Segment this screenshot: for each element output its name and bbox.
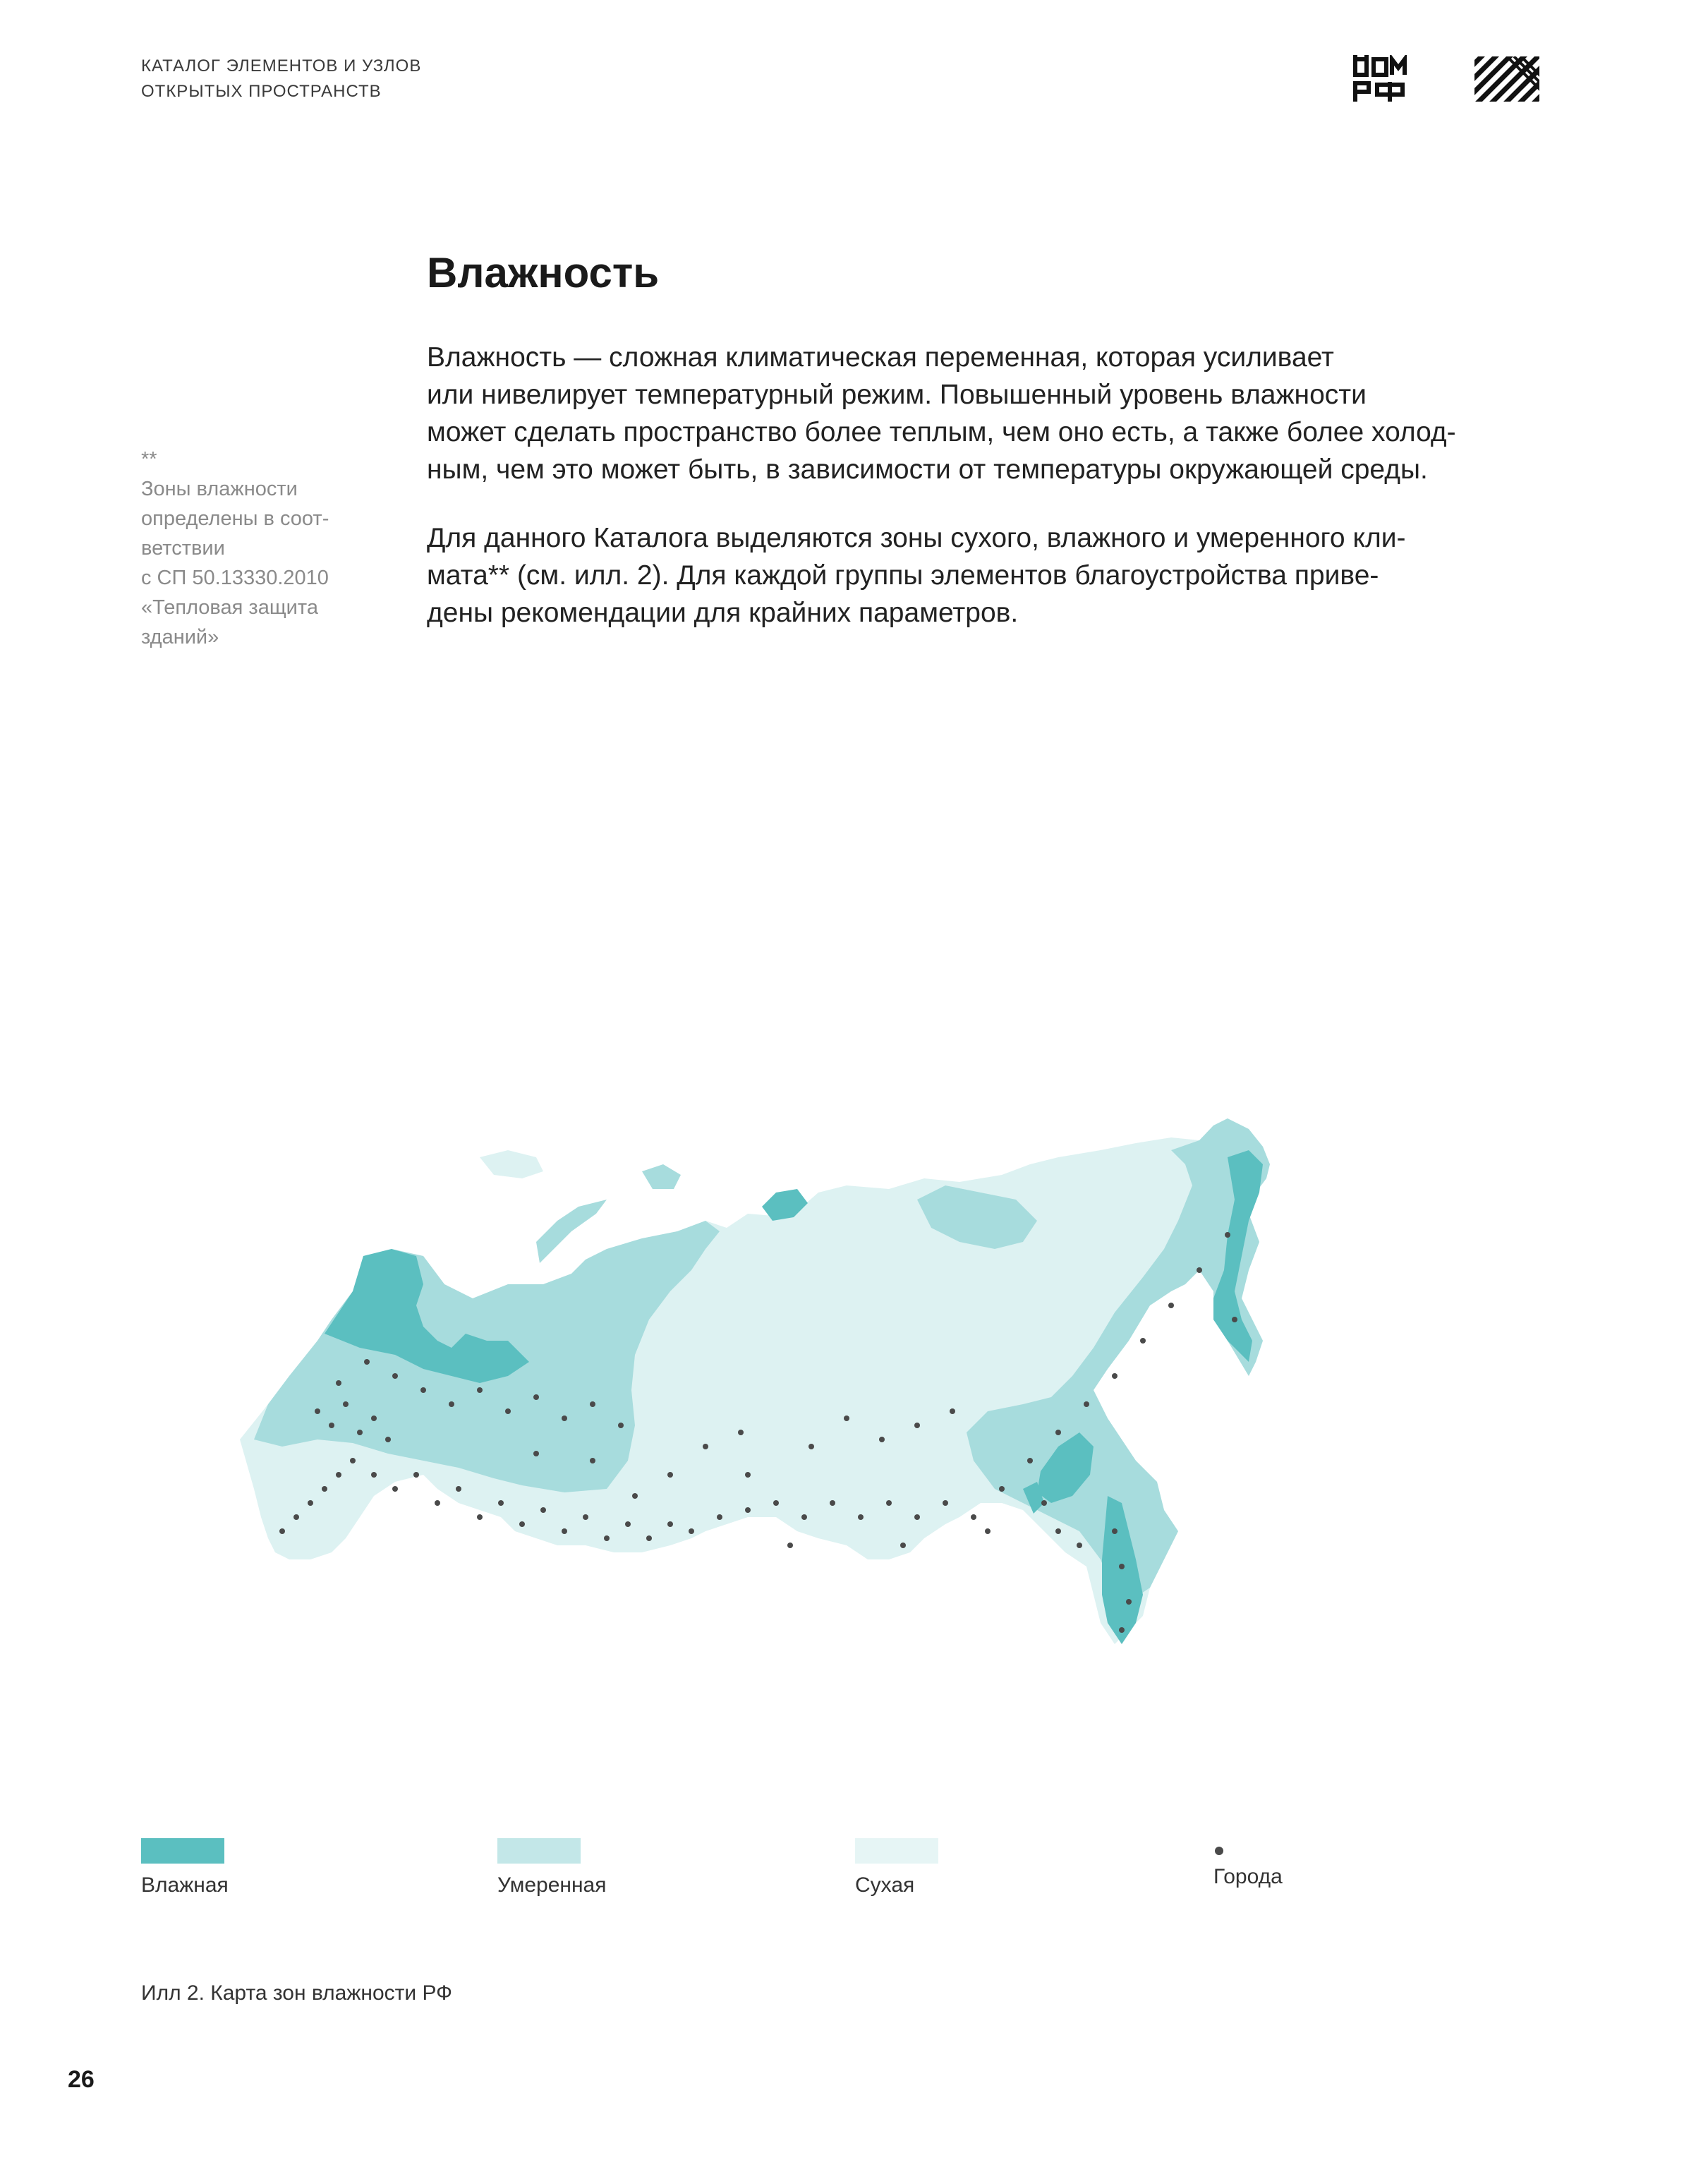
body-text	[427, 339, 1527, 663]
page-number: 26	[68, 2066, 95, 2093]
novaya-zemlya	[536, 1200, 607, 1263]
legend-label-moderate: Умеренная	[497, 1873, 607, 1897]
legend-city-dot	[1215, 1847, 1223, 1855]
legend-label-wet: Влажная	[141, 1873, 229, 1897]
legend-swatch-dry	[855, 1838, 938, 1864]
legend-label-dry: Сухая	[855, 1873, 915, 1897]
paragraph-1: Влажность — сложная климатическая переменная, которая усиливает или нивелирует температурный режим. Повышенный уровень влажности может сделать пространство более теплым, чем оно есть, а также более холод- ным, чем это может быть, в зависимости от температуры окружающей среды.	[427, 342, 1456, 485]
humidity-zones-map	[212, 1108, 1467, 1792]
pattern-logo-icon	[1474, 56, 1539, 102]
franz-josef-land	[642, 1164, 681, 1189]
catalog-header	[141, 54, 421, 104]
legend-item-cities	[1213, 1838, 1283, 1889]
dom-rf-logo	[1353, 55, 1407, 103]
header-line-1: КАТАЛОГ ЭЛЕМЕНТОВ И УЗЛОВ	[141, 56, 422, 76]
legend-swatch-moderate	[497, 1838, 581, 1864]
legend-item-moderate	[497, 1838, 606, 1897]
page-title: Влажность	[427, 249, 660, 296]
legend-swatch-wet	[141, 1838, 224, 1864]
figure-caption: Илл 2. Карта зон влажности РФ	[141, 1981, 452, 2005]
header-line-2: ОТКРЫТЫХ ПРОСТРАНСТВ	[141, 82, 382, 101]
map-legend	[141, 1838, 1482, 1895]
legend-label-cities: Города	[1213, 1865, 1283, 1888]
paragraph-2: Для данного Каталога выделяются зоны сухого, влажного и умеренного кли- мата** (см. илл. 2). Для каждой группы элементов благоустройства приве- дены рекомендации для крайних параметров.	[427, 523, 1406, 628]
legend-item-dry	[855, 1838, 938, 1897]
footnote-sidenote: ** Зоны влажности определены в соот- ветствии с СП 50.13330.2010 «Тепловая защита зданий»	[141, 448, 329, 648]
legend-item-wet	[141, 1838, 229, 1897]
svalbard-area	[480, 1150, 543, 1178]
